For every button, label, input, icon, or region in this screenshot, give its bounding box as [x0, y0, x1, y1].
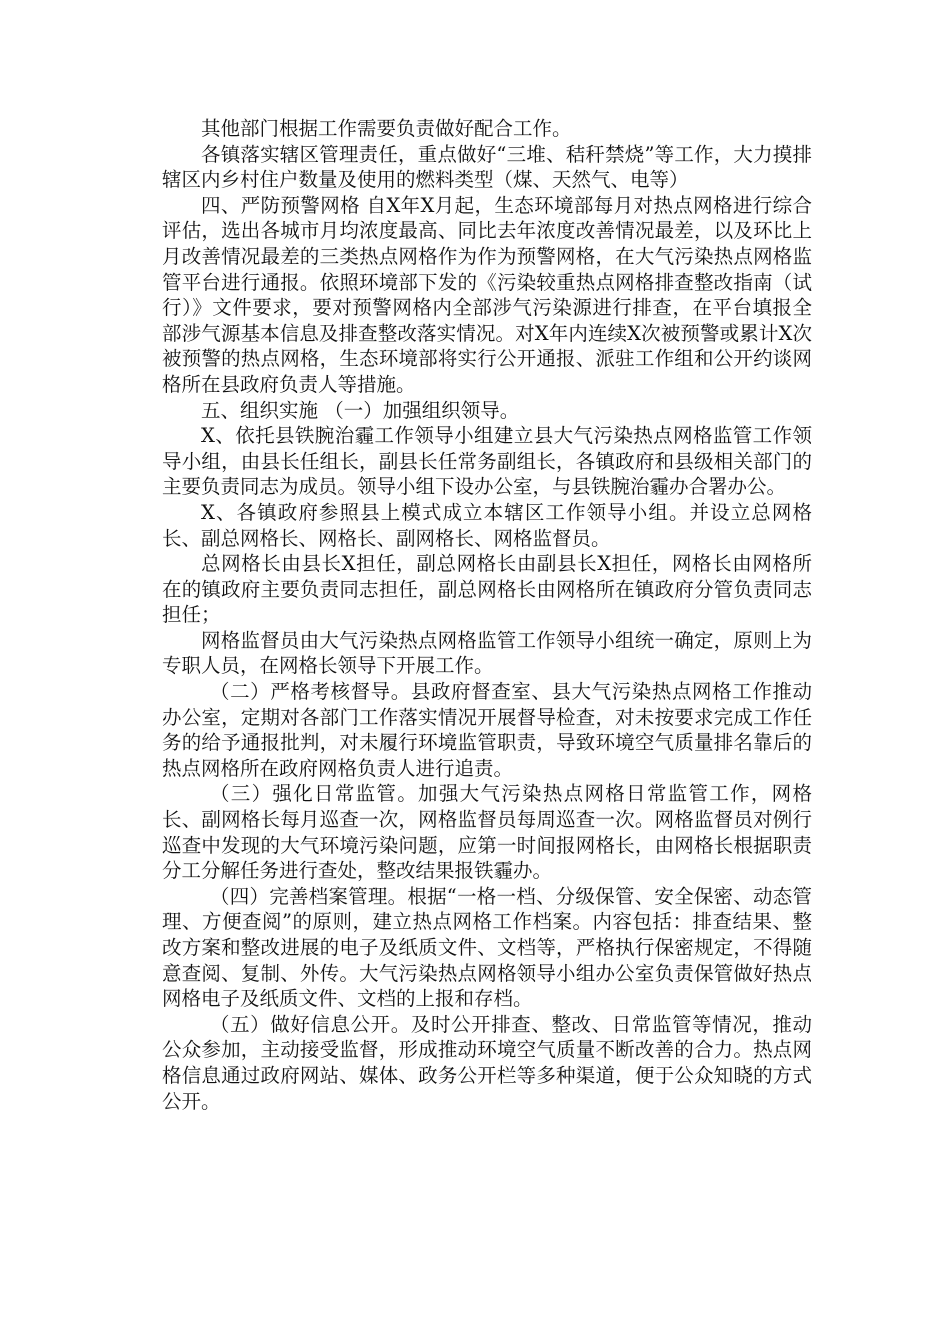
paragraph-assessment-supervision: （二）严格考核督导。县政府督查室、县大气污染热点网格工作推动办公室，定期对各部门工作落实情况开展督导检查，对未按要求完成工作任务的给予通报批判，对未履行环境监管职责，导致环境空气质量排名靠后的热点网格所在政府网格负责人进行追责。 — [162, 680, 812, 780]
paragraph-early-warning-grid: 四、严防预警网格 自X年X月起，生态环境部每月对热点网格进行综合评估，选出各城市月均浓度最高、同比去年浓度改善情况最差，以及环比上月改善情况最差的三类热点网格作为作为预警网格，在大气污染热点网格监管平台进行通报。依照环境部下发的《污染较重热点网格排查整改指南（试行）》文件要求，要对预警网格内全部涉气污染源进行排查，在平台填报全部涉气源基本信息及排查整改落实情况。对X年内连续X次被预警或累计X次被预警的热点网格，生态环境部将实行公开通报、派驻工作组和公开约谈网格所在县政府负责人等措施。 — [162, 193, 812, 396]
paragraph-grid-chief-roles: 总网格长由县长X担任，副总网格长由副县长X担任，网格长由网格所在的镇政府主要负责同志担任，副总网格长由网格所在镇政府分管负责同志担任； — [162, 552, 812, 627]
paragraph-town-leading-group: X、各镇政府参照县上模式成立本辖区工作领导小组。并设立总网格长、副总网格长、网格长、副网格长、网格监督员。 — [162, 500, 812, 550]
paragraph-archive-management: （四）完善档案管理。根据“一格一档、分级保管、安全保密、动态管理、方便查阅”的原则，建立热点网格工作档案。内容包括：排查结果、整改方案和整改进展的电子及纸质文件、文档等，严格执行保密规定，不得随意查阅、复制、外传。大气污染热点网格领导小组办公室负责保管做好热点网格电子及纸质文件、文档的上报和存档。 — [162, 884, 812, 1011]
paragraph-information-disclosure: （五）做好信息公开。及时公开排查、整改、日常监管等情况，推动公众参加，主动接受监督，形成推动环境空气质量不断改善的合力。热点网格信息通过政府网站、媒体、政务公开栏等多种渠道，便于公众知晓的方式公开。 — [162, 1012, 812, 1113]
paragraph-daily-supervision: （三）强化日常监管。加强大气污染热点网格日常监管工作，网格长、副网格长每月巡查一次，网格监督员每周巡查一次。网格监督员对例行巡查中发现的大气环境污染问题，应第一时间报网格长，由网格长根据职责分工分解任务进行查处，整改结果报铁霾办。 — [162, 782, 812, 883]
paragraph-town-responsibility: 各镇落实辖区管理责任，重点做好“三堆、秸秆禁烧”等工作，大力摸排辖区内乡村住户数量及使用的燃料类型（煤、天然气、电等） — [162, 142, 812, 192]
paragraph-county-leading-group: X、依托县铁腕治霾工作领导小组建立县大气污染热点网格监管工作领导小组，由县长任组长，副县长任常务副组长，各镇政府和县级相关部门的主要负责同志为成员。领导小组下设办公室，与县铁腕治霾办合署办公。 — [162, 424, 812, 499]
paragraph-organization-heading: 五、组织实施 （一）加强组织领导。 — [201, 398, 520, 422]
document-body — [162, 116, 812, 1114]
paragraph-coordination: 其他部门根据工作需要负责做好配合工作。 — [201, 117, 572, 140]
paragraph-grid-supervisor: 网格监督员由大气污染热点网格监管工作领导小组统一确定，原则上为专职人员，在网格长领导下开展工作。 — [162, 628, 812, 678]
